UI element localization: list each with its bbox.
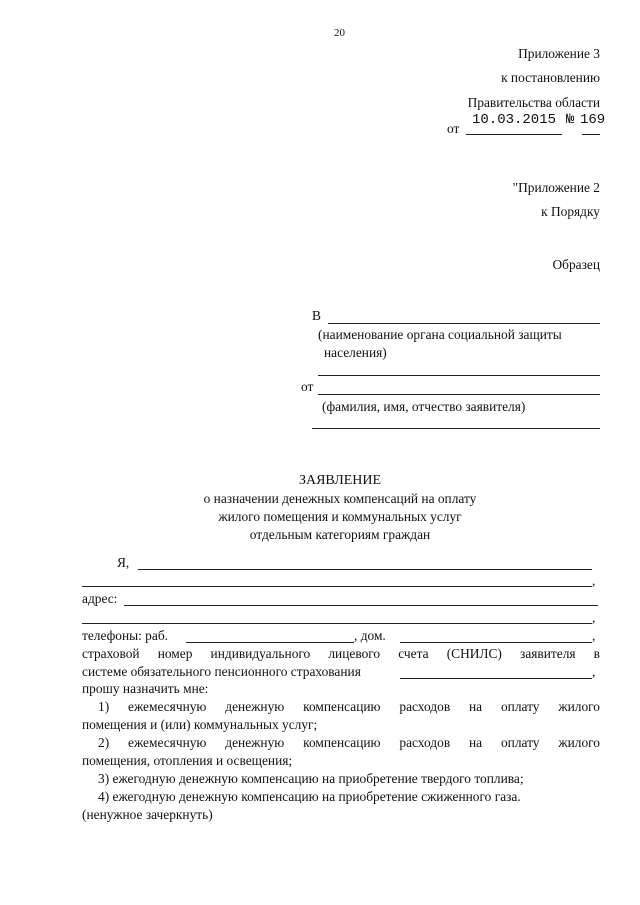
applicant-hint: (фамилия, имя, отчество заявителя) — [322, 399, 526, 414]
sample-label: Образец — [552, 257, 600, 272]
name-field-2[interactable] — [82, 586, 592, 587]
home-phone-label: , дом. — [354, 628, 386, 643]
order-ref: к Порядку — [541, 204, 600, 219]
address-field-2[interactable] — [82, 623, 592, 624]
title-line-2: жилого помещения и коммунальных услуг — [218, 509, 462, 524]
applicant-field-2[interactable] — [312, 428, 600, 429]
home-phone-field[interactable] — [400, 642, 592, 643]
comma-3: , — [592, 628, 596, 643]
option-3: 3) ежегодную денежную компенсацию на приобретение твердого топлива; — [98, 771, 524, 786]
page-number: 20 — [334, 27, 345, 39]
snils-line-2: системе обязательного пенсионного страхования — [82, 664, 361, 679]
authority-field-2[interactable] — [318, 375, 600, 376]
document-title: ЗАЯВЛЕНИЕ — [298, 473, 382, 488]
resolution-date: 10.03.2015 — [472, 112, 557, 128]
name-field[interactable] — [138, 569, 592, 570]
from-label: от — [301, 379, 314, 394]
option-2-line-2: помещения, отопления и освещения; — [82, 753, 293, 768]
address-field[interactable] — [124, 605, 598, 606]
option-1-line-1: 1) ежемесячную денежную компенсацию расходов на оплату жилого — [98, 699, 600, 714]
government-ref: Правительства области — [467, 95, 600, 110]
authority-field[interactable] — [328, 323, 600, 324]
work-phone-field[interactable] — [186, 642, 354, 643]
comma-1: , — [592, 573, 596, 588]
number-sign: № — [566, 112, 575, 128]
applicant-field[interactable] — [318, 394, 600, 395]
number-underline — [582, 134, 600, 135]
date-prefix: от — [447, 121, 460, 136]
option-2-line-1: 2) ежемесячную денежную компенсацию расходов на оплату жилого — [98, 735, 600, 750]
title-line-3: отдельным категориям граждан — [249, 527, 431, 542]
comma-4: , — [592, 664, 596, 679]
comma-2: , — [592, 610, 596, 625]
resolution-ref: к постановлению — [501, 70, 600, 85]
address-label: адрес: — [82, 591, 118, 606]
to-label: В — [312, 308, 321, 323]
resolution-number: 169 — [580, 112, 606, 128]
title-line-1: о назначении денежных компенсаций на оплату — [203, 491, 477, 506]
appendix-title: Приложение 3 — [518, 46, 600, 61]
sub-appendix-title: "Приложение 2 — [512, 180, 600, 195]
snils-field[interactable] — [400, 678, 592, 679]
authority-hint-1: (наименование органа социальной защиты — [318, 327, 562, 342]
date-underline — [466, 134, 562, 135]
option-4: 4) ежегодную денежную компенсацию на приобретение сжиженного газа. — [98, 789, 521, 804]
strike-note: (ненужное зачеркнуть) — [82, 807, 213, 822]
i-label: Я, — [117, 555, 130, 570]
authority-hint-2: населения) — [324, 345, 387, 360]
phones-label: телефоны: раб. — [82, 628, 168, 643]
option-1-line-2: помещения и (или) коммунальных услуг; — [82, 717, 318, 732]
request-text: прошу назначить мне: — [82, 681, 209, 696]
snils-line-1: страховой номер индивидуального лицевого счета (СНИЛС) заявителя в — [82, 646, 600, 661]
